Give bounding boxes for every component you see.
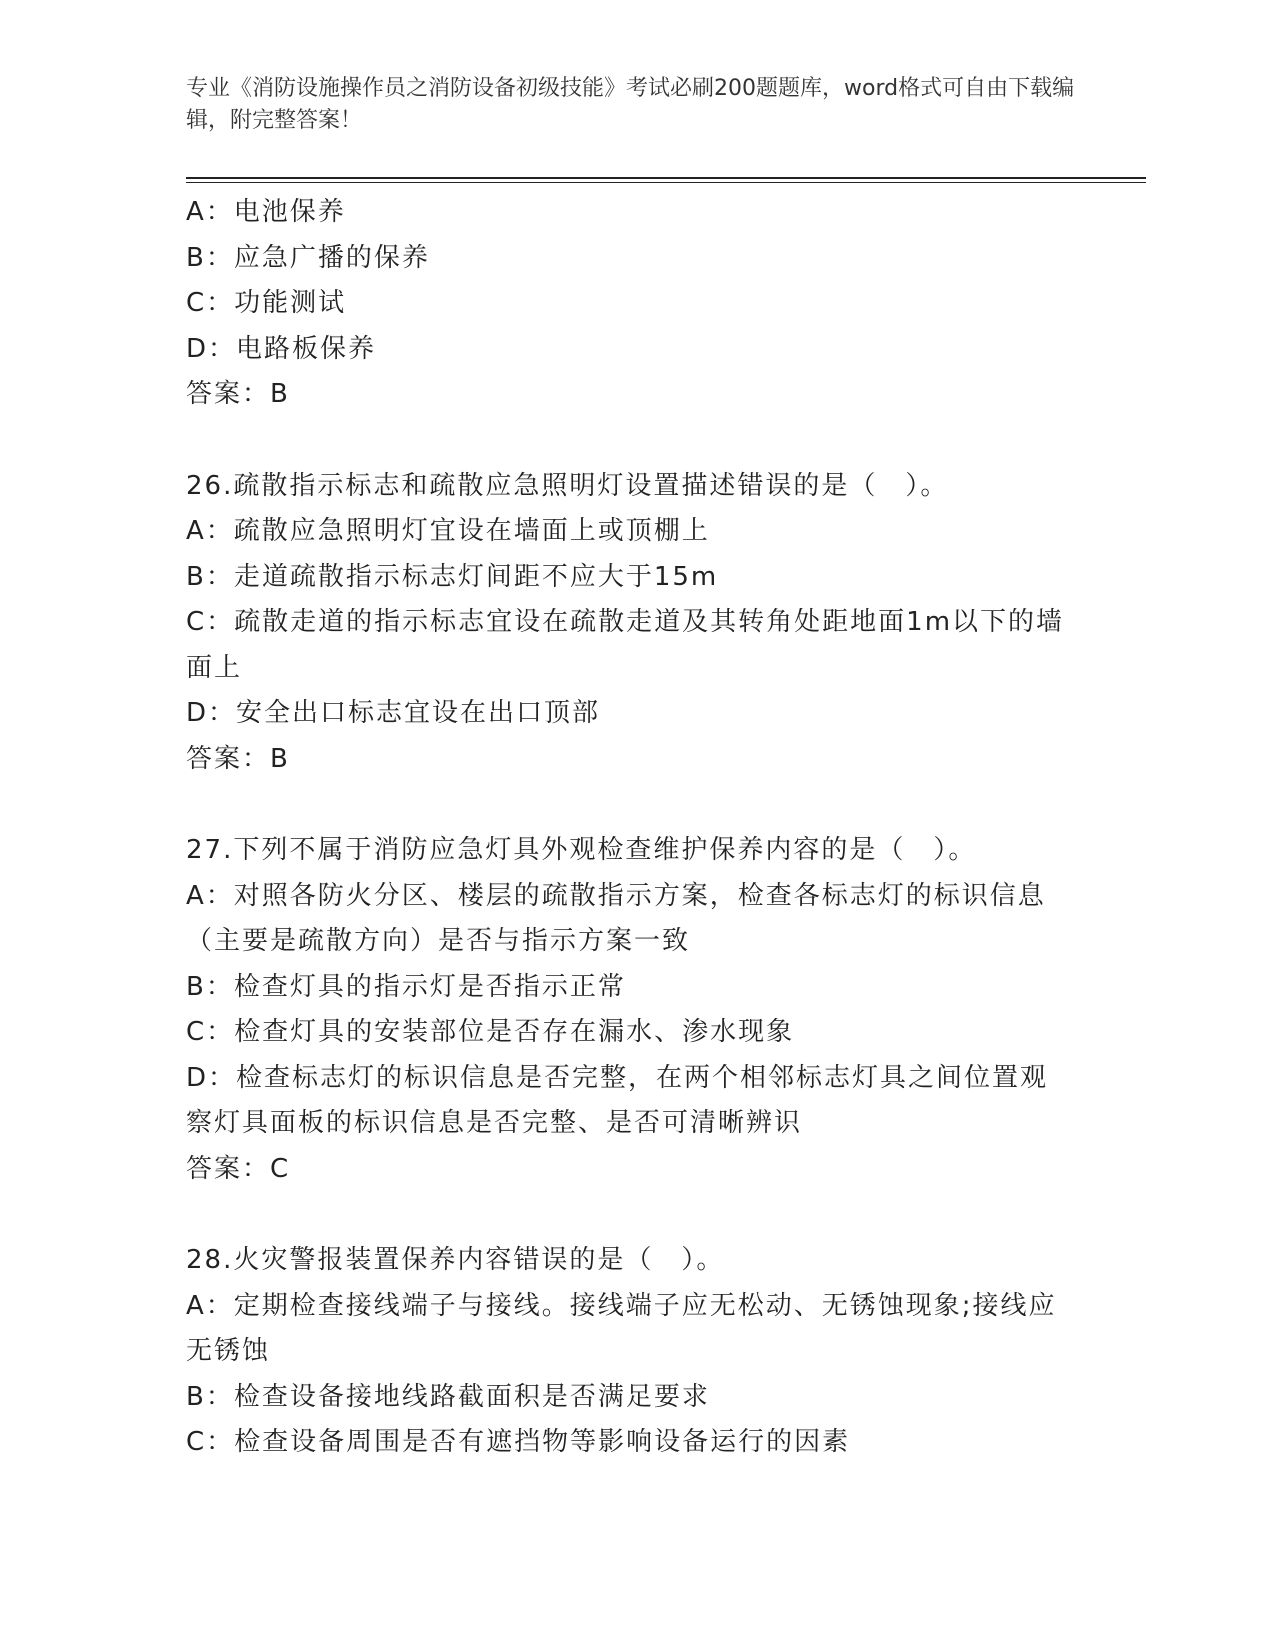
- question-line: 27.下列不属于消防应急灯具外观检查维护保养内容的是（ ）。: [186, 835, 977, 865]
- option-line: B：走道疏散指示标志灯间距不应大于15m: [186, 561, 719, 592]
- document-header: [186, 73, 1086, 137]
- option-line: A：对照各防火分区、楼层的疏散指示方案，检查各标志灯的标识信息（主要是疏散方向）是否与指示方案一致: [186, 880, 1046, 956]
- option-line: D：安全出口标志宜设在出口顶部: [186, 698, 601, 728]
- question-line: 28.火灾警报装置保养内容错误的是（ ）。: [186, 1245, 725, 1275]
- option-line: B：应急广播的保养: [186, 242, 430, 273]
- question-content: [186, 190, 1066, 1466]
- question-line: 26.疏散指示标志和疏散应急照明灯设置描述错误的是（ ）。: [186, 470, 949, 501]
- option-line: A：疏散应急照明灯宜设在墙面上或顶棚上: [186, 516, 710, 546]
- answer-line: 答案：C: [186, 1153, 291, 1184]
- option-line: D：电路板保养: [186, 333, 377, 364]
- header-rule-thick: [186, 177, 1146, 179]
- option-line: C：疏散走道的指示标志宜设在疏散走道及其转角处距地面1m以下的墙面上: [186, 607, 1065, 683]
- option-line: D：检查标志灯的标识信息是否完整，在两个相邻标志灯具之间位置观察灯具面板的标识信息是否完整、是否可清晰辨识: [186, 1062, 1049, 1138]
- header-rule-thin: [186, 182, 1146, 183]
- option-line: A：定期检查接线端子与接线。接线端子应无松动、无锈蚀现象;接线应无锈蚀: [186, 1290, 1057, 1366]
- answer-line: 答案：B: [186, 379, 290, 409]
- answer-line: 答案：B: [186, 743, 290, 774]
- option-line: B：检查设备接地线路截面积是否满足要求: [186, 1381, 710, 1412]
- header-text: 专业《消防设施操作员之消防设备初级技能》考试必刷200题题库，word格式可自由下载编辑，附完整答案！: [186, 76, 1075, 133]
- option-line: C：功能测试: [186, 288, 347, 318]
- option-line: A：电池保养: [186, 197, 346, 227]
- option-line: C：检查灯具的安装部位是否存在漏水、渗水现象: [186, 1017, 795, 1047]
- option-line: C：检查设备周围是否有遮挡物等影响设备运行的因素: [186, 1427, 851, 1457]
- option-line: B：检查灯具的指示灯是否指示正常: [186, 971, 626, 1002]
